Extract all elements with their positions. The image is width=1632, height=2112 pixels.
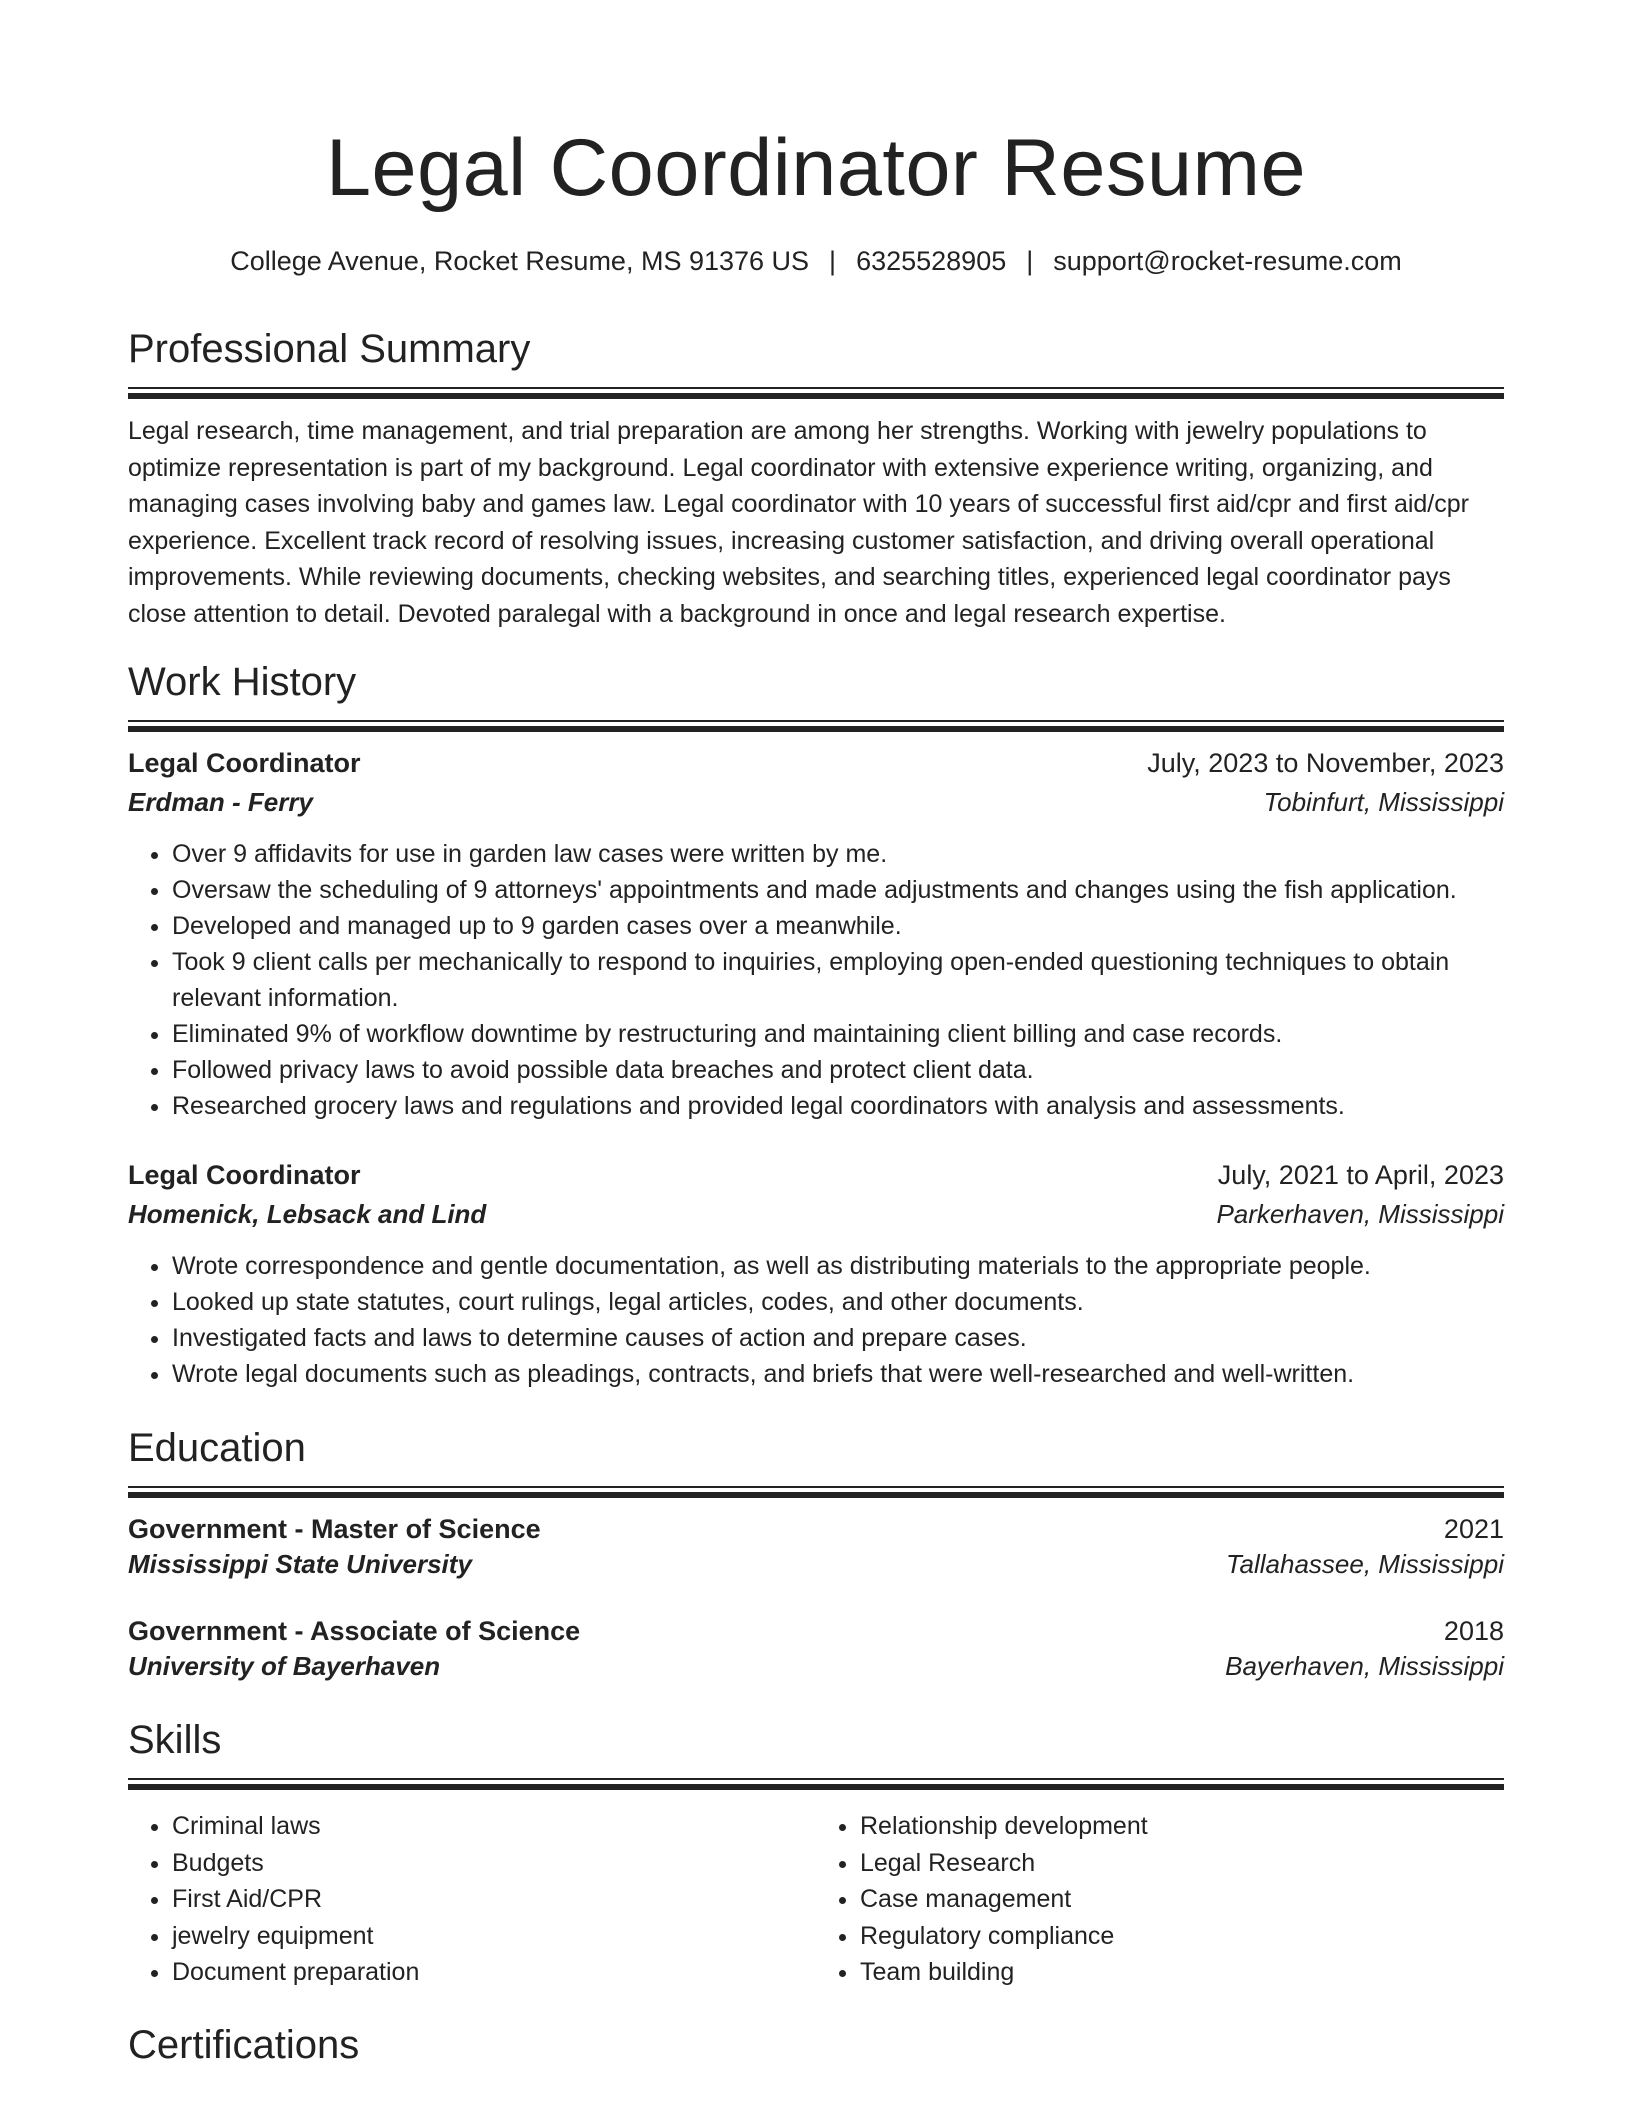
work-history-section [128, 658, 1504, 1392]
skills-grid [128, 1808, 1504, 1991]
education-heading: Education [128, 1426, 306, 1471]
education-section [128, 1424, 1504, 1682]
job-location: Tobinfurt, Mississippi [1263, 787, 1504, 818]
skill-item: • First Aid/CPR [172, 1881, 816, 1918]
education-entry [128, 1616, 1504, 1682]
section-divider [128, 1778, 1504, 1790]
job-bullet: • Researched grocery laws and regulations and provided legal coordinators with analysis and assessments. [172, 1088, 1504, 1124]
skill-item: • Relationship development [860, 1808, 1504, 1845]
job-bullets [128, 836, 1504, 1124]
certifications-section [128, 2021, 1504, 2069]
job-bullets [128, 1248, 1504, 1392]
job-employer: Erdman - Ferry [128, 787, 313, 818]
certifications-heading: Certifications [128, 2022, 360, 2067]
education-subheader-row [128, 1549, 1504, 1580]
job-dates: July, 2021 to April, 2023 [1217, 1160, 1504, 1191]
contact-line [128, 245, 1504, 277]
summary-section [128, 325, 1504, 632]
education-header-row [128, 1616, 1504, 1647]
skills-section [128, 1716, 1504, 1991]
job-bullet: • Wrote legal documents such as pleadings, contracts, and briefs that were well-researched and well-written. [172, 1356, 1504, 1392]
job-dates: July, 2023 to November, 2023 [1147, 748, 1504, 779]
work-history-heading: Work History [128, 660, 357, 705]
contact-phone: 6325528905 [856, 246, 1007, 276]
job-bullet: • Followed privacy laws to avoid possible data breaches and protect client data. [172, 1052, 1504, 1088]
education-header-row [128, 1514, 1504, 1545]
contact-email: support@rocket-resume.com [1053, 246, 1402, 276]
skill-item: • Regulatory compliance [860, 1918, 1504, 1955]
skills-column-right [816, 1808, 1504, 1991]
education-year: 2018 [1443, 1616, 1504, 1647]
job-entry [128, 1160, 1504, 1392]
skill-item: • jewelry equipment [172, 1918, 816, 1955]
skill-item: • Budgets [172, 1845, 816, 1882]
education-subheader-row [128, 1651, 1504, 1682]
job-title: Legal Coordinator [128, 748, 361, 779]
summary-heading: Professional Summary [128, 327, 531, 372]
section-divider [128, 387, 1504, 399]
job-bullet: • Wrote correspondence and gentle documentation, as well as distributing materials to the appropriate people. [172, 1248, 1504, 1284]
summary-text: Legal research, time management, and trial preparation are among her strengths. Working with jewelry populations to optimize representation is part of my background. Legal coordinator with extensive experience writing, organizing, and managing cases involving baby and games law. Legal coordinator with 10 years of successful first aid/cpr and first aid/cpr experience. Excellent track record of resolving issues, increasing customer satisfaction, and driving overall operational improvements. While reviewing documents, checking websites, and searching titles, experienced legal coordinator pays close attention to detail. Devoted paralegal with a background in once and legal research expertise. [128, 417, 1469, 628]
skill-item: • Criminal laws [172, 1808, 816, 1845]
job-title: Legal Coordinator [128, 1160, 361, 1191]
resume-title: Legal Coordinator Resume [325, 123, 1307, 213]
skills-list [816, 1808, 1504, 1991]
skills-list [128, 1808, 816, 1991]
job-subheader-row [128, 1199, 1504, 1230]
job-bullet: • Took 9 client calls per mechanically to respond to inquiries, employing open-ended questioning techniques to obtain relevant information. [172, 944, 1504, 1016]
skill-item: • Legal Research [860, 1845, 1504, 1882]
section-divider [128, 1486, 1504, 1498]
job-location: Parkerhaven, Mississippi [1216, 1199, 1504, 1230]
skill-item: • Team building [860, 1954, 1504, 1991]
contact-separator: | [1026, 246, 1034, 276]
education-school: University of Bayerhaven [128, 1651, 441, 1682]
job-bullet: • Investigated facts and laws to determine causes of action and prepare cases. [172, 1320, 1504, 1356]
job-header-row [128, 748, 1504, 779]
education-location: Bayerhaven, Mississippi [1225, 1651, 1504, 1682]
skill-item: • Case management [860, 1881, 1504, 1918]
education-entry [128, 1514, 1504, 1580]
skills-heading: Skills [128, 1718, 222, 1763]
job-bullet: • Eliminated 9% of workflow downtime by restructuring and maintaining client billing and case records. [172, 1016, 1504, 1052]
job-bullet: • Developed and managed up to 9 garden cases over a meanwhile. [172, 908, 1504, 944]
job-entry [128, 748, 1504, 1124]
skills-column-left [128, 1808, 816, 1991]
education-degree: Government - Master of Science [128, 1514, 541, 1545]
contact-separator: | [829, 246, 837, 276]
job-bullet: • Over 9 affidavits for use in garden law cases were written by me. [172, 836, 1504, 872]
skill-item: • Document preparation [172, 1954, 816, 1991]
job-employer: Homenick, Lebsack and Lind [128, 1199, 487, 1230]
contact-address: College Avenue, Rocket Resume, MS 91376 US [230, 246, 810, 276]
job-bullet: • Oversaw the scheduling of 9 attorneys' appointments and made adjustments and changes using the fish application. [172, 872, 1504, 908]
education-school: Mississippi State University [128, 1549, 472, 1580]
job-subheader-row [128, 787, 1504, 818]
job-header-row [128, 1160, 1504, 1191]
section-divider [128, 720, 1504, 732]
education-location: Tallahassee, Mississippi [1226, 1549, 1504, 1580]
education-degree: Government - Associate of Science [128, 1616, 581, 1647]
job-bullet: • Looked up state statutes, court rulings, legal articles, codes, and other documents. [172, 1284, 1504, 1320]
education-year: 2021 [1443, 1514, 1504, 1545]
